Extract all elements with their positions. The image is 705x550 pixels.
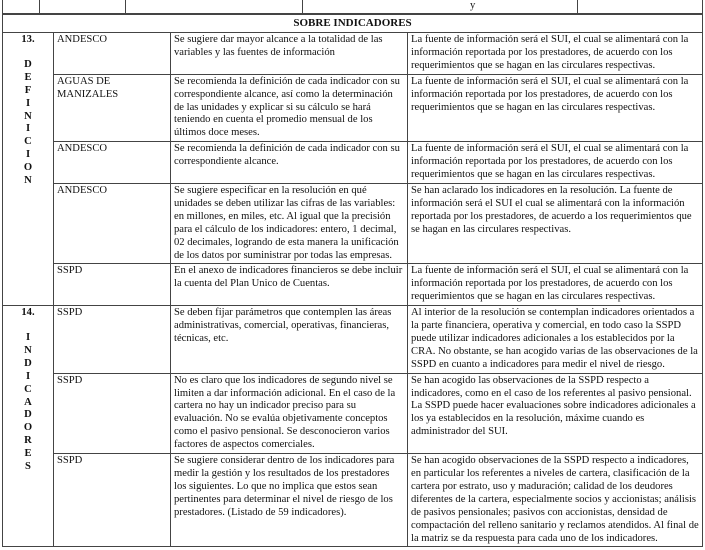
label-letter: C bbox=[24, 383, 32, 395]
observation-cell: Se recomienda la definición de cada indicador con su correspondiente alcance. bbox=[171, 142, 408, 184]
section-title-row bbox=[3, 15, 703, 33]
label-letter: S bbox=[25, 461, 31, 473]
label-letter: I bbox=[25, 370, 31, 382]
response-cell: Al interior de la resolución se contemplan indicadores orientados a la parte financiera, operativa y comercial, en todo caso la SSPD puede utilizar indicadores adicionales a los establecidos por la CRA. No obstante, se han acogido varias de las observaciones de la SSPD en cuanto a indicadores para medir el nivel de riesgo. bbox=[408, 306, 703, 374]
section-number: 13. bbox=[21, 34, 35, 45]
column-divider bbox=[577, 0, 578, 14]
table-row bbox=[3, 306, 703, 374]
observations-table bbox=[2, 14, 703, 547]
table-row bbox=[3, 183, 703, 263]
label-letter: C bbox=[24, 136, 32, 148]
label-letter: D bbox=[24, 409, 32, 421]
section-title: SOBRE INDICADORES bbox=[3, 15, 703, 33]
observation-cell: Se sugiere dar mayor alcance a la totalidad de las variables y las fuentes de información bbox=[171, 33, 408, 75]
observation-cell: En el anexo de indicadores financieros se debe incluir la cuenta del Plan Unico de Cuentas. bbox=[171, 264, 408, 306]
label-letter: N bbox=[24, 110, 32, 122]
label-letter: R bbox=[24, 435, 32, 447]
entity-cell: SSPD bbox=[54, 373, 171, 453]
response-cell: La fuente de información será el SUI, el cual se alimentará con la información reportada por los prestadores, de acuerdo con los requerimientos que se hagan en las circulares respectivas. bbox=[408, 33, 703, 75]
table-row bbox=[3, 264, 703, 306]
label-letter: O bbox=[23, 422, 33, 434]
label-letter: I bbox=[25, 97, 31, 109]
table-row bbox=[3, 454, 703, 547]
row-bottom-border bbox=[2, 13, 702, 14]
column-divider bbox=[125, 0, 126, 14]
label-letter: E bbox=[24, 448, 32, 460]
entity-cell: AGUAS DE MANIZALES bbox=[54, 74, 171, 142]
label-letter: I bbox=[25, 149, 31, 161]
response-cell: La fuente de información será el SUI, el cual se alimentará con la información reportada por los prestadores, de acuerdo con los requerimientos que se hagan en las circulares respectivas. bbox=[408, 264, 703, 306]
entity-cell: ANDESCO bbox=[54, 183, 171, 263]
observation-cell: Se deben fijar parámetros que contemplen las áreas administrativas, comercial, operativas, financieras, técnicas, etc. bbox=[171, 306, 408, 374]
table-row bbox=[3, 33, 703, 75]
table-row bbox=[3, 142, 703, 184]
label-letter: D bbox=[24, 58, 32, 70]
label-letter: E bbox=[24, 71, 32, 83]
label-letter: F bbox=[24, 84, 32, 96]
entity-cell: SSPD bbox=[54, 264, 171, 306]
response-cell: Se han aclarado los indicadores en la resolución. La fuente de información será el SUI el cual se alimentará con la información reportada por los prestadores, de acuerdo a los requerimientos que se hagan en las circulares respectivas. bbox=[408, 183, 703, 263]
response-cell: La fuente de información será el SUI, el cual se alimentará con la información reportada por los prestadores, de acuerdo con los requerimientos que se hagan en las circulares respectivas. bbox=[408, 142, 703, 184]
column-divider bbox=[302, 0, 303, 14]
response-cell: Se han acogido las observaciones de la SSPD respecto a indicadores, como en el caso de los referentes al pasivo pensional. La SSPD puede hacer evaluaciones sobre indicadores adicionales a los ya establecidos en la resolución, máxime cuando es administrador del SUI. bbox=[408, 373, 703, 453]
label-letter: N bbox=[24, 175, 32, 187]
label-letter: A bbox=[24, 396, 32, 408]
observation-cell: Se recomienda la definición de cada indicador con su correspondiente alcance, así como la determinación de las unidades y explicar si su cálculo se hará teniendo en cuenta el promedio mensual de los últimos doce meses. bbox=[171, 74, 408, 142]
column-divider bbox=[2, 0, 3, 14]
label-letter: I bbox=[25, 123, 31, 135]
section-label-13 bbox=[3, 33, 54, 306]
label-letter: O bbox=[23, 162, 33, 174]
table-row bbox=[3, 373, 703, 453]
table-row bbox=[3, 74, 703, 142]
entity-cell: SSPD bbox=[54, 454, 171, 547]
label-letter: D bbox=[24, 357, 32, 369]
section-number: 14. bbox=[21, 307, 35, 319]
label-letter: I bbox=[25, 332, 31, 344]
observation-cell: Se sugiere especificar en la resolución en qué unidades se deben utilizar las cifras de las variables: en millones, en miles, etc. Al igual que la precisión para el cálculo de los indicadores: entero, 1 decimal, 02 decimales, logrando de esta manera la unificación de los datos por suministrar por todas las empresas. bbox=[171, 183, 408, 263]
response-cell: La fuente de información será el SUI, el cual se alimentará con la información reportada por los prestadores, de acuerdo con los requerimientos que se hagan en las circulares respectivas. bbox=[408, 74, 703, 142]
entity-cell: SSPD bbox=[54, 306, 171, 374]
section-label-14 bbox=[3, 306, 54, 547]
entity-cell: ANDESCO bbox=[54, 33, 171, 75]
previous-row-fragment bbox=[0, 0, 705, 14]
response-cell: Se han acogido observaciones de la SSPD respecto a indicadores, en particular los referentes a niveles de cartera, clasificación de la cartera por estrato, uso y maduración; calidad de los deudores diferentes de la cartera, especialmente socios y accionistas; análisis de pasivos pensionales; pasivos con accionistas, densidad de compactación del relleno sanitario y reclamos atendidos. Al final de la matriz se da respuesta para cada uno de los indicadores. bbox=[408, 454, 703, 547]
entity-cell: ANDESCO bbox=[54, 142, 171, 184]
column-divider bbox=[702, 0, 703, 14]
observation-cell: Se sugiere considerar dentro de los indicadores para medir la gestión y los resultados de los prestadores los siguientes. Lo que no implica que estos sean pertinentes para determinar el nivel de riesgo de los prestadores. (Listado de 59 indicadores). bbox=[171, 454, 408, 547]
cut-off-text: y bbox=[470, 0, 476, 11]
column-divider bbox=[39, 0, 40, 14]
label-letter: N bbox=[24, 344, 32, 356]
observation-cell: No es claro que los indicadores de segundo nivel se limiten a dar información adicional. En el caso de la cartera no hay un indicador preciso para su evaluación. No se evalúa objetivamente conceptos como el pasivo pensional. Se desconocieron varios factores de aspectos comerciales. bbox=[171, 373, 408, 453]
